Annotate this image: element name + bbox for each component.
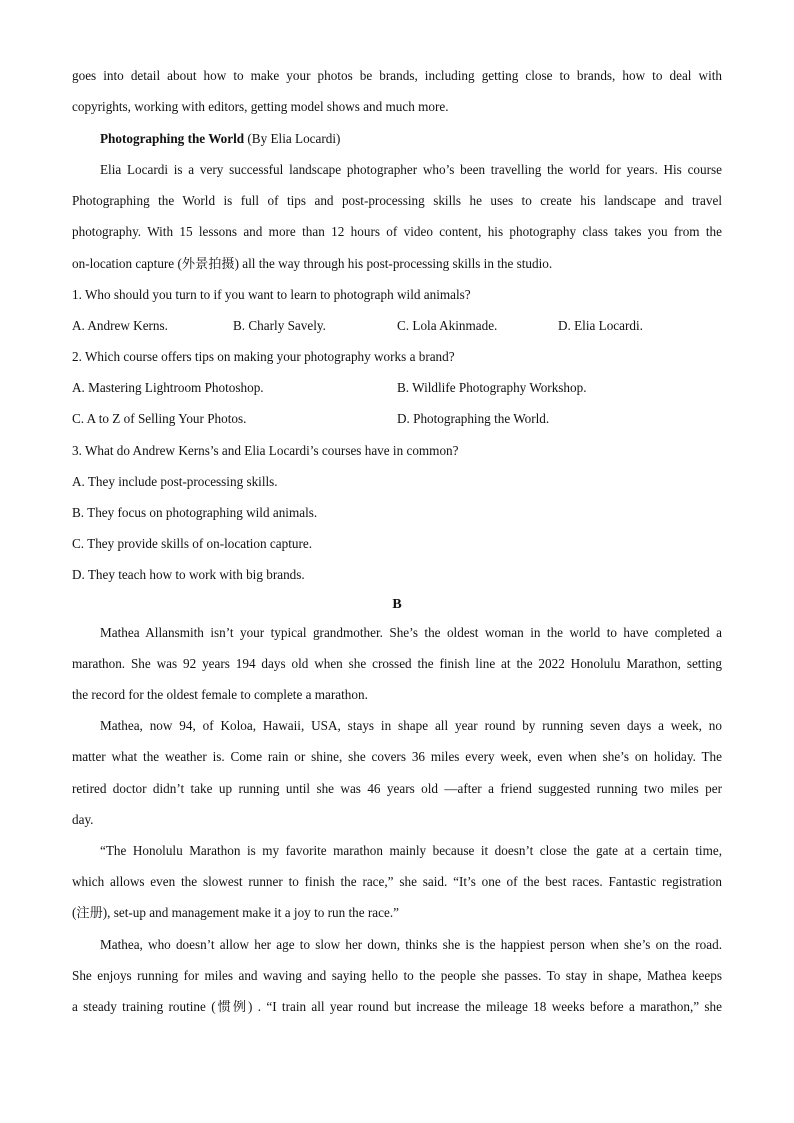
answer-option: D. Elia Locardi. [558,318,643,333]
question-stem: 1. Who should you turn to if you want to learn to photograph wild animals? [72,287,471,302]
answer-option: C. They provide skills of on-location capture. [72,536,313,551]
text-line: on-location capture (外景拍摄) all the way through his post-processing skills in the studio. [72,256,553,271]
section-heading: B [392,597,402,612]
answer-option: D. Photographing the World. [397,411,550,426]
text-line: which allows even the slowest runner to finish the race,” she said. “It’s one of the best races. Fantastic registration [72,874,722,889]
question-stem: 2. Which course offers tips on making your photography works a brand? [72,349,455,364]
text-line: photography. With 15 lessons and more than 12 hours of video content, his photography class takes you from the [72,224,722,239]
course-title: Photographing the World [100,131,245,146]
text-line: the record for the oldest female to complete a marathon. [72,687,368,702]
text-line: goes into detail about how to make your photos be brands, including getting close to brands, how to deal with [72,68,722,83]
text-line: (注册), set-up and management make it a joy to run the race.” [72,905,400,920]
text-line: a steady training routine (惯例) . “I train all year round but increase the mileage 18 weeks before a marathon,” she [72,999,722,1014]
text-line: day. [72,812,94,827]
text-line: copyrights, working with editors, getting model shows and much more. [72,99,449,114]
answer-option: B. Charly Savely. [233,318,326,333]
question-stem: 3. What do Andrew Kerns’s and Elia Locardi’s courses have in common? [72,443,459,458]
text-line: Mathea, now 94, of Koloa, Hawaii, USA, stays in shape all year round by running seven days a week, no [100,718,722,733]
text-line: Mathea, who doesn’t allow her age to slow her down, thinks she is the happiest person when she’s on the road. [100,937,722,952]
answer-option: D. They teach how to work with big brands. [72,567,305,582]
text-line: Elia Locardi is a very successful landscape photographer who’s been travelling the world for years. His course [100,162,722,177]
text-line: marathon. She was 92 years 194 days old when she crossed the finish line at the 2022 Honolulu Marathon, setting [72,656,722,671]
text-line: retired doctor didn’t take up running until she was 46 years old —after a friend suggested running two miles per [72,781,722,796]
text-line: Mathea Allansmith isn’t your typical grandmother. She’s the oldest woman in the world to have completed a [100,625,722,640]
answer-option: A. Andrew Kerns. [72,318,168,333]
text-line: matter what the weather is. Come rain or shine, she covers 36 miles every week, even when she’s on holiday. The [72,749,722,764]
course-heading [100,131,722,147]
answer-option: C. Lola Akinmade. [397,318,498,333]
answer-option: C. A to Z of Selling Your Photos. [72,411,247,426]
answer-option: B. They focus on photographing wild animals. [72,505,318,520]
text-line: Photographing the World is full of tips and post-processing skills he uses to create his landscape and travel [72,193,722,208]
course-author: (By Elia Locardi) [244,131,341,146]
text-line: She enjoys running for miles and waving and saying hello to the people she passes. To stay in shape, Mathea keeps [72,968,722,983]
answer-option: A. Mastering Lightroom Photoshop. [72,380,264,395]
text-line: “The Honolulu Marathon is my favorite marathon mainly because it doesn’t close the gate at a certain time, [100,843,722,858]
answer-option: B. Wildlife Photography Workshop. [397,380,587,395]
answer-option: A. They include post-processing skills. [72,474,278,489]
